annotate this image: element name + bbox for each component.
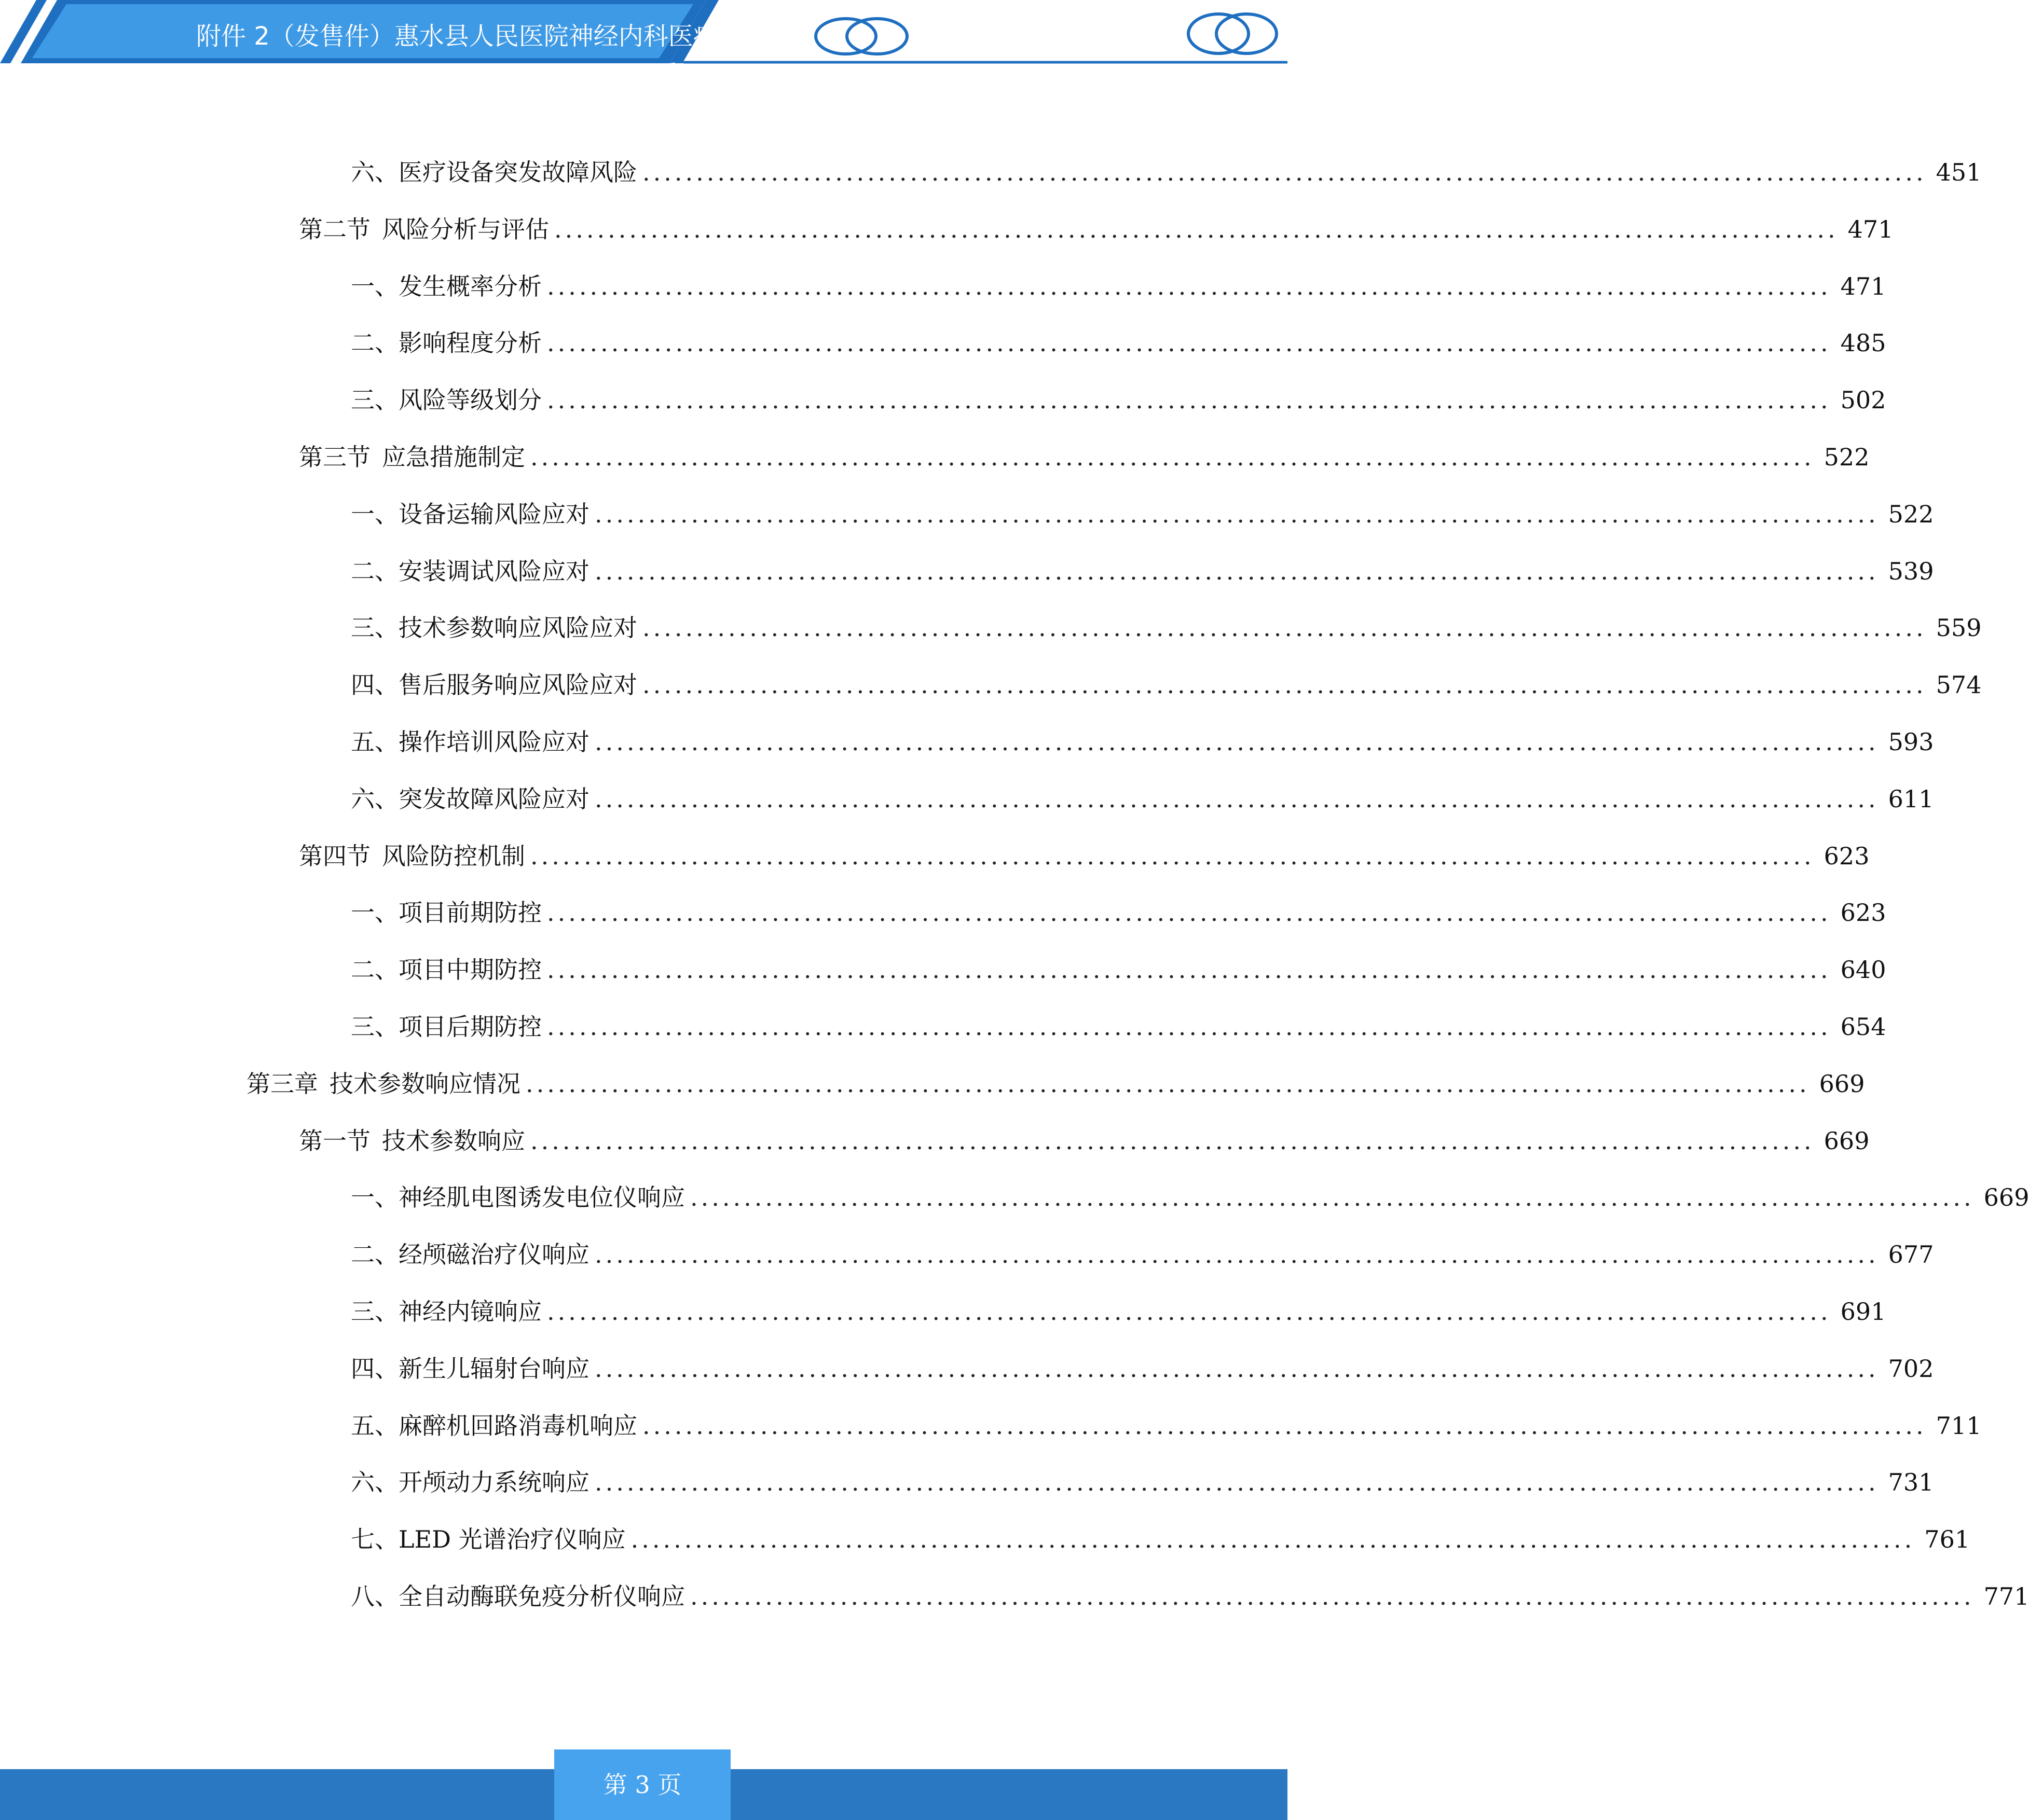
toc-entry-title: 风险防控机制 <box>382 842 525 870</box>
toc-entry-page: 771 <box>1983 1582 2029 1610</box>
toc-entry-title: 新生儿辐射台响应 <box>399 1355 589 1383</box>
toc-entry-page: 677 <box>1888 1240 1934 1269</box>
toc-entry-page: 669 <box>1983 1183 2029 1211</box>
toc-entry-page: 711 <box>1936 1412 1982 1440</box>
toc-leader-dots: ........................................................................................................................ <box>547 956 1831 984</box>
toc-entry[interactable] <box>351 721 1934 763</box>
header-title: 附件 2（发售件）惠水县人民医院神经内科医疗设备采购项目 <box>196 22 868 51</box>
toc-entry-number: 六、 <box>351 1468 399 1496</box>
toc-entry-page: 574 <box>1936 671 1982 699</box>
toc-entry[interactable] <box>351 607 1982 649</box>
toc-entry-title: 麻醉机回路消毒机响应 <box>399 1412 637 1440</box>
toc-leader-dots: ........................................................................................................................ <box>554 215 1839 243</box>
toc-leader-dots: ........................................................................................................................ <box>547 1298 1831 1326</box>
toc-entry-number: 三、 <box>351 614 399 642</box>
toc-entry-page: 593 <box>1888 728 1934 756</box>
toc-leader-dots: ........................................................................................................................ <box>642 1412 1927 1440</box>
toc-entry[interactable] <box>351 493 1934 535</box>
toc-entry-title: 应急措施制定 <box>382 443 525 471</box>
toc-entry[interactable] <box>351 1177 2029 1218</box>
toc-leader-dots: ........................................................................................................................ <box>690 1183 1975 1211</box>
header-mid-rings-icon <box>810 16 913 57</box>
toc-entry-page: 502 <box>1840 386 1886 414</box>
toc-entry-page: 485 <box>1840 329 1886 357</box>
toc-entry-number: 四、 <box>351 671 399 699</box>
toc-entry-number: 四、 <box>351 1355 399 1383</box>
toc-leader-dots: ........................................................................................................................ <box>690 1582 1975 1610</box>
toc-leader-dots: ........................................................................................................................ <box>642 614 1927 642</box>
toc-entry-number: 第三节 <box>299 443 371 471</box>
toc-entry-title: 操作培训风险应对 <box>399 728 589 756</box>
toc-entry-title: 经颅磁治疗仪响应 <box>399 1240 589 1269</box>
toc-entry-title: 突发故障风险应对 <box>399 785 589 813</box>
toc-leader-dots: ........................................................................................................................ <box>526 1070 1810 1098</box>
toc-entry-page: 471 <box>1840 272 1886 300</box>
toc-entry[interactable] <box>351 1461 1934 1503</box>
toc-entry-page: 539 <box>1888 557 1934 585</box>
toc-leader-dots: ........................................................................................................................ <box>530 842 1815 870</box>
toc-entry-title: 技术参数响应 <box>382 1127 525 1155</box>
toc-entry-page: 451 <box>1936 158 1982 186</box>
toc-entry-page: 761 <box>1924 1525 1970 1553</box>
toc-entry-page: 654 <box>1840 1013 1886 1041</box>
toc-entry-number: 三、 <box>351 1013 399 1041</box>
toc-entry-page: 731 <box>1888 1468 1934 1496</box>
toc-entry[interactable] <box>299 835 1870 877</box>
toc-entry-page: 559 <box>1936 614 1982 642</box>
page-header <box>0 0 1287 67</box>
toc-leader-dots: ........................................................................................................................ <box>547 899 1831 927</box>
toc-entry-number: 六、 <box>351 158 399 186</box>
toc-entry-number: 三、 <box>351 1298 399 1326</box>
toc-entry[interactable] <box>351 151 1982 193</box>
toc-entry-page: 522 <box>1824 443 1870 471</box>
toc-entry-title: 影响程度分析 <box>399 329 542 357</box>
toc-entry[interactable] <box>351 550 1934 592</box>
toc-entry-number: 五、 <box>351 1412 399 1440</box>
toc-entry[interactable] <box>351 1234 1934 1275</box>
toc-entry[interactable] <box>351 1519 1970 1560</box>
toc-entry[interactable] <box>351 322 1886 364</box>
toc-entry-number: 第二节 <box>299 215 371 243</box>
toc-entry-title: 神经肌电图诱发电位仪响应 <box>399 1183 685 1211</box>
toc-entry-number: 一、 <box>351 500 399 528</box>
toc-entry-page: 669 <box>1824 1127 1870 1155</box>
toc-entry-title: 技术参数响应风险应对 <box>399 614 637 642</box>
toc-leader-dots: ........................................................................................................................ <box>595 1355 1879 1383</box>
toc-entry-page: 522 <box>1888 500 1934 528</box>
toc-entry-number: 二、 <box>351 557 399 585</box>
toc-entry-number: 第一节 <box>299 1127 371 1155</box>
toc-leader-dots: ........................................................................................................................ <box>595 728 1879 756</box>
toc-leader-dots: ........................................................................................................................ <box>547 329 1831 357</box>
toc-entry[interactable] <box>299 436 1870 478</box>
toc-entry-page: 702 <box>1888 1355 1934 1383</box>
toc-entry[interactable] <box>299 209 1894 250</box>
toc-entry-page: 611 <box>1888 785 1934 813</box>
toc-entry-number: 五、 <box>351 728 399 756</box>
toc-entry-title: 开颅动力系统响应 <box>399 1468 589 1496</box>
toc-entry-number: 二、 <box>351 329 399 357</box>
toc-entry-page: 669 <box>1819 1070 1865 1098</box>
toc-entry-title: 项目后期防控 <box>399 1013 542 1041</box>
toc-entry[interactable] <box>351 266 1886 307</box>
toc-entry-number: 七、 <box>351 1525 399 1553</box>
page-number: 第 3 页 <box>554 1749 731 1820</box>
toc-leader-dots: ........................................................................................................................ <box>530 443 1815 471</box>
toc-entry-number: 六、 <box>351 785 399 813</box>
toc-entry-page: 623 <box>1840 899 1886 927</box>
toc-entry[interactable] <box>351 379 1886 421</box>
toc-leader-dots: ........................................................................................................................ <box>595 500 1879 528</box>
toc-entry-title: 项目前期防控 <box>399 899 542 927</box>
toc-entry[interactable] <box>351 1006 1886 1047</box>
toc-leader-dots: ........................................................................................................................ <box>595 785 1879 813</box>
toc-entry-number: 第三章 <box>246 1070 318 1098</box>
toc-entry-page: 691 <box>1840 1298 1886 1326</box>
toc-entry-title: 医疗设备突发故障风险 <box>399 158 637 186</box>
toc-entry-number: 一、 <box>351 1183 399 1211</box>
interlocking-rings-icon <box>1183 10 1282 57</box>
toc-entry-title: 全自动酶联免疫分析仪响应 <box>399 1582 685 1610</box>
toc-entry-title: 神经内镜响应 <box>399 1298 542 1326</box>
toc-entry-title: 风险分析与评估 <box>382 215 549 243</box>
toc-entry[interactable] <box>351 949 1886 990</box>
toc-entry-title: 风险等级划分 <box>399 386 542 414</box>
toc-entry[interactable] <box>299 1120 1870 1162</box>
toc-leader-dots: ........................................................................................................................ <box>547 386 1831 414</box>
toc-entry[interactable] <box>351 664 1982 706</box>
toc-entry[interactable] <box>351 1405 1982 1446</box>
toc-entry-number: 八、 <box>351 1582 399 1610</box>
toc-entry-title: 售后服务响应风险应对 <box>399 671 637 699</box>
toc-leader-dots: ........................................................................................................................ <box>642 671 1927 699</box>
toc-entry-page: 471 <box>1847 215 1894 243</box>
toc-leader-dots: ........................................................................................................................ <box>595 1240 1879 1269</box>
toc-entry-number: 一、 <box>351 272 399 300</box>
toc-entry[interactable] <box>351 778 1934 820</box>
toc-entry-page: 623 <box>1824 842 1870 870</box>
toc-entry-number: 第四节 <box>299 842 371 870</box>
toc-entry[interactable] <box>246 1063 1865 1105</box>
toc-entry-title: 安装调试风险应对 <box>399 557 589 585</box>
toc-leader-dots: ........................................................................................................................ <box>642 158 1927 186</box>
toc-entry[interactable] <box>351 1576 2029 1617</box>
toc-leader-dots: ........................................................................................................................ <box>547 272 1831 300</box>
toc-leader-dots: ........................................................................................................................ <box>547 1013 1831 1041</box>
toc-entry[interactable] <box>351 1291 1886 1332</box>
toc-leader-dots: ........................................................................................................................ <box>595 1468 1879 1496</box>
toc-entry-number: 二、 <box>351 956 399 984</box>
toc-entry-number: 三、 <box>351 386 399 414</box>
toc-entry[interactable] <box>351 1348 1934 1389</box>
toc-entry-number: 二、 <box>351 1240 399 1269</box>
toc-leader-dots: ........................................................................................................................ <box>630 1525 1915 1553</box>
toc-entry-title: LED 光谱治疗仪响应 <box>399 1525 626 1553</box>
toc-entry-title: 项目中期防控 <box>399 956 542 984</box>
toc-entry-number: 一、 <box>351 899 399 927</box>
toc-leader-dots: ........................................................................................................................ <box>530 1127 1815 1155</box>
toc-entry-page: 640 <box>1840 956 1886 984</box>
toc-entry-title: 设备运输风险应对 <box>399 500 589 528</box>
toc-entry[interactable] <box>351 892 1886 933</box>
toc-entry-title: 发生概率分析 <box>399 272 542 300</box>
toc-entry-title: 技术参数响应情况 <box>330 1070 520 1098</box>
toc-leader-dots: ........................................................................................................................ <box>595 557 1879 585</box>
